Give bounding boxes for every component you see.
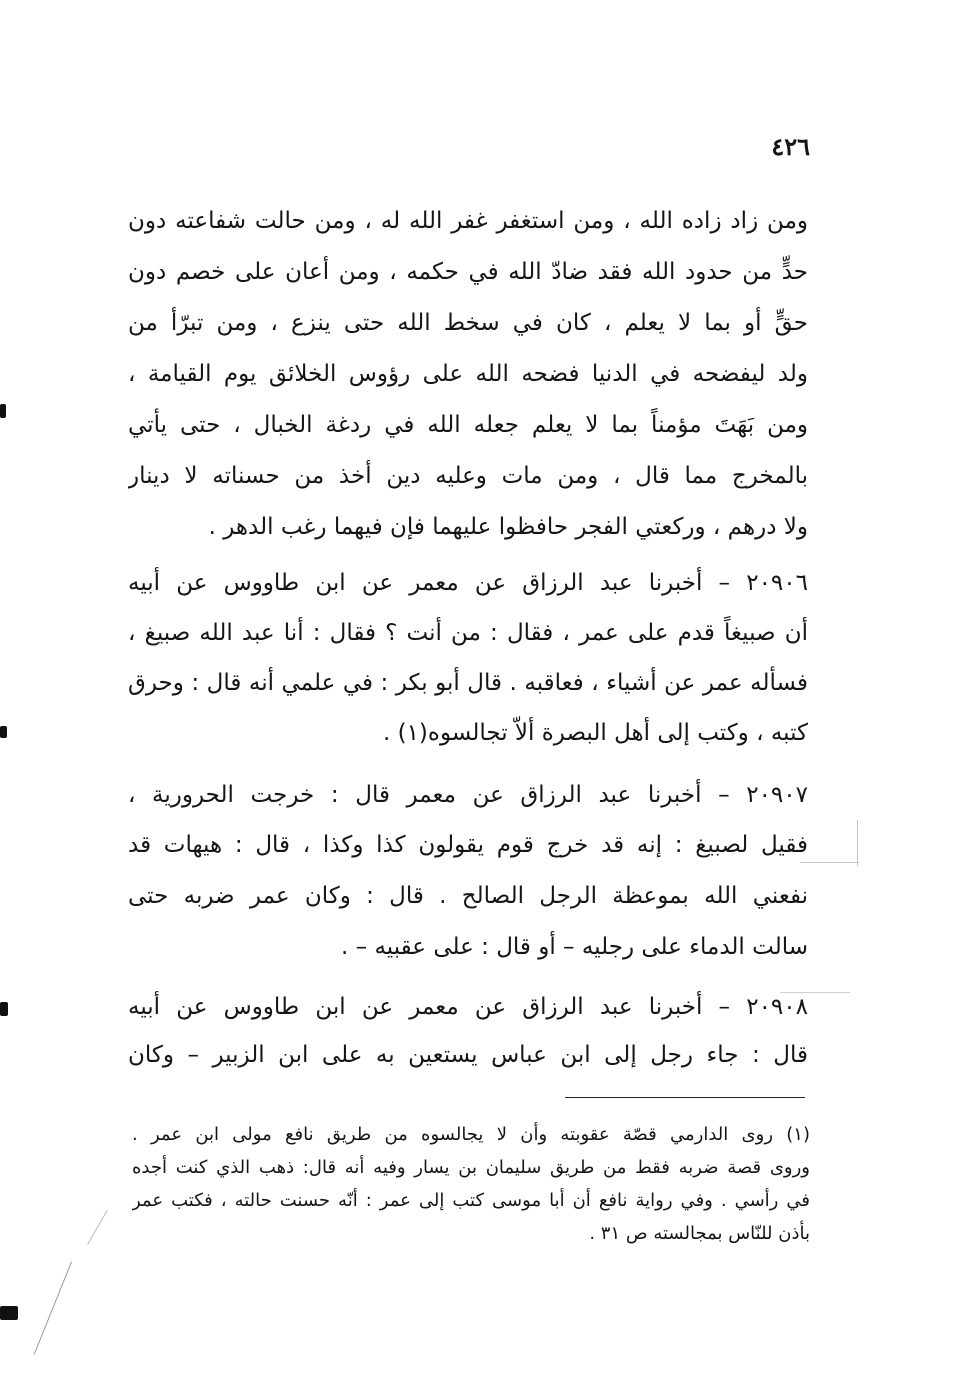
paragraph-line: ولد ليفضحه في الدنيا فضحه الله على رؤوس الخلائق يوم القيامة ، [128,361,808,387]
scan-stroke [780,992,850,993]
paragraph-2 [128,566,808,756]
footnote-line: (١) روى الدارمي قصّة عقوبته وأن لا يجالسوه من طريق نافع مولى ابن عمر . [132,1124,810,1145]
paragraph-line: ٢٠٩٠٦ – أخبرنا عبد الرزاق عن معمر عن ابن طاووس عن أبيه [128,570,808,596]
paragraph-1 [128,204,808,544]
scan-stroke [800,862,860,863]
paragraph-line: بالمخرج مما قال ، ومن مات وعليه دين أخذ من حسناته لا دينار [128,463,808,489]
paragraph-line: ٢٠٩٠٧ – أخبرنا عبد الرزاق عن معمر قال : خرجت الحرورية ، [128,782,808,808]
footnote-line: في رأسي . وفي رواية نافع أن أبا موسى كتب إلى عمر : أنّه حسنت حالته ، فكتب عمر [132,1190,810,1211]
paragraph-4 [128,990,808,1080]
footnote-line: وروى قصة ضربه فقط من طريق سليمان بن يسار وفيه أنه قال: ذهب الذي كنت أجده [132,1157,810,1178]
paragraph-line: ٢٠٩٠٨ – أخبرنا عبد الرزاق عن معمر عن ابن طاووس عن أبيه [128,994,808,1020]
paragraph-line: ومن زاد زاده الله ، ومن استغفر غفر الله له ، ومن حالت شفاعته دون [128,208,808,234]
scan-edge-mark [0,726,7,738]
paragraph-line: ومن بَهَتَ مؤمناً بما لا يعلم جعله الله في ردغة الخبال ، حتى يأتي [128,412,808,438]
paragraph-line: كتبه ، وكتب إلى أهل البصرة ألاّ تجالسوه(١) . [382,720,808,746]
paragraph-line: فقيل لصبيغ : إنه قد خرج قوم يقولون كذا وكذا ، قال : هيهات قد [128,832,808,858]
scan-stroke [857,820,858,866]
footnote-divider [565,1097,805,1098]
scan-edge-mark [0,404,6,418]
footnote [132,1120,810,1260]
paragraph-line: فسأله عمر عن أشياء ، فعاقبه . قال أبو بكر : في علمي أنه قال : وحرق [128,670,808,696]
page-number: ٤٢٦ [771,132,810,161]
paragraph-line: حدٍّ من حدود الله فقد ضادّ الله في حكمه ، ومن أعان على خصم دون [128,259,808,285]
paragraph-line: نفعني الله بموعظة الرجل الصالح . قال : وكان عمر ضربه حتى [128,883,808,909]
paragraph-line: حقٍّ أو بما لا يعلم ، كان في سخط الله حتى ينزع ، ومن تبرّأ من [128,310,808,336]
scan-stroke [34,1262,72,1355]
scan-edge-mark [0,1002,8,1016]
footnote-line: بأذن للنّاس بمجالسته ص ٣١ . [589,1223,810,1244]
paragraph-3 [128,778,808,968]
paragraph-line: قال : جاء رجل إلى ابن عباس يستعين به على ابن الزبير – وكان [128,1042,808,1068]
scan-edge-mark [0,1306,18,1320]
paragraph-line: سالت الدماء على رجليه – أو قال : على عقبيه – . [341,934,808,960]
paragraph-line: أن صبيغاً قدم على عمر ، فقال : من أنت ؟ فقال : أنا عبد الله صبيغ ، [128,620,808,646]
paragraph-line: ولا درهم ، وركعتي الفجر حافظوا عليهما فإن فيهما رغب الدهر . [208,514,808,540]
scan-stroke [87,1210,108,1245]
